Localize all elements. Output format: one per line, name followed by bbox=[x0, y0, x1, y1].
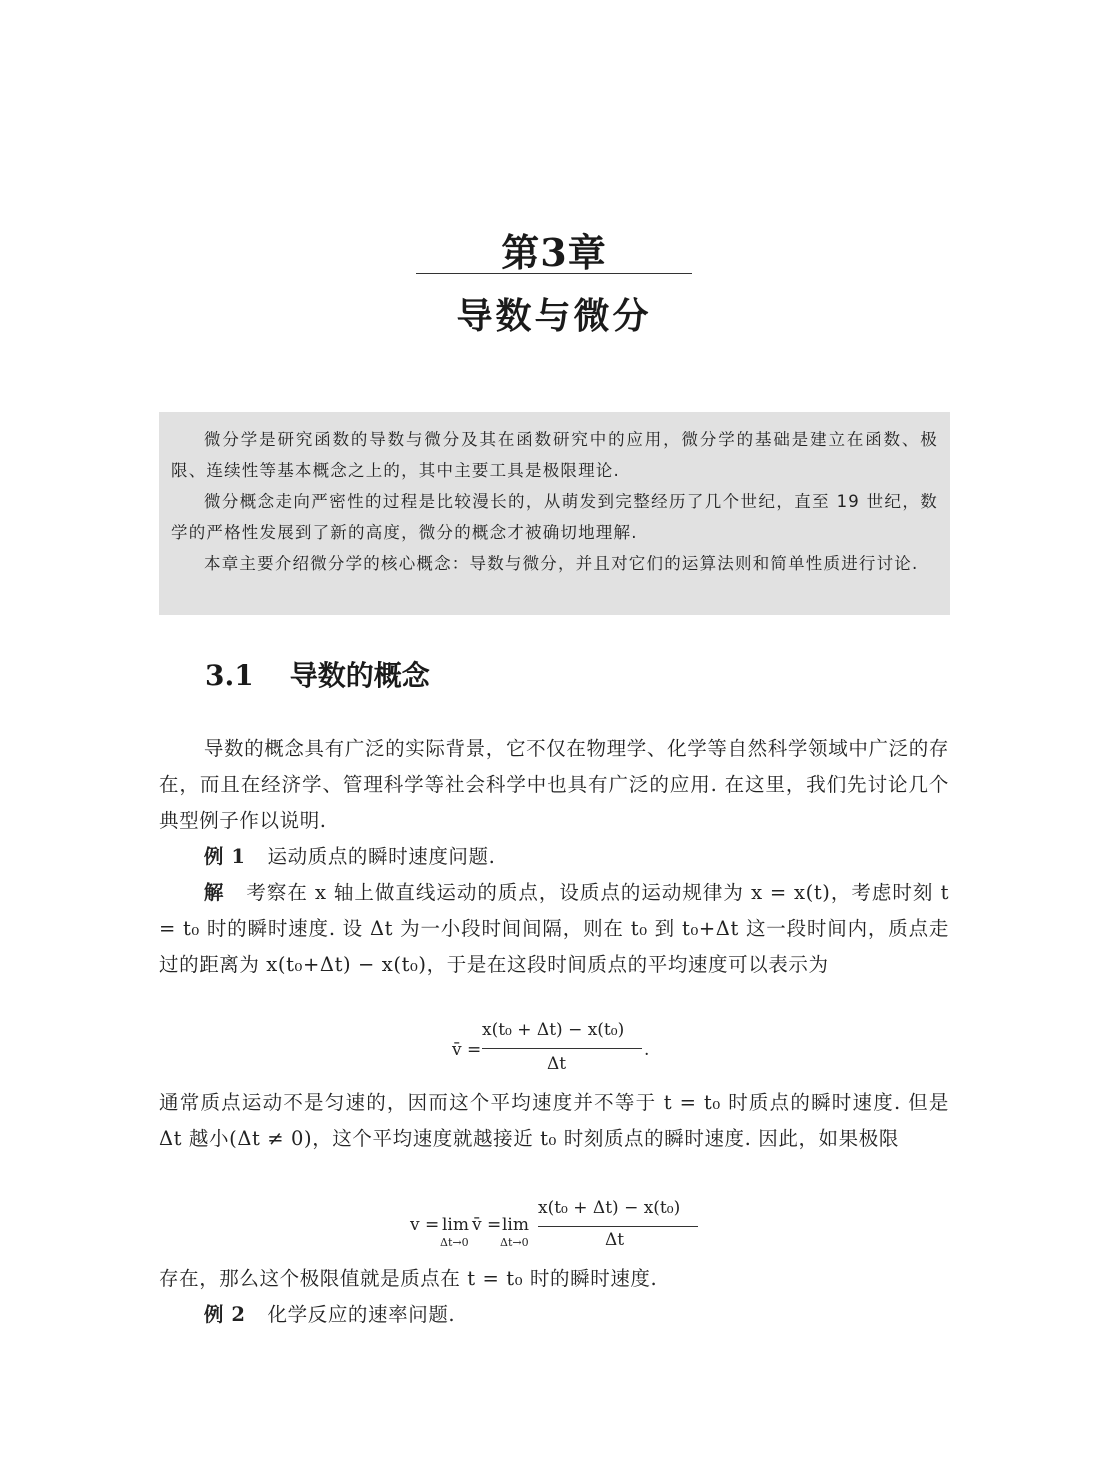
limit-subscript: Δt→0 bbox=[500, 1236, 529, 1249]
body-paragraph: 存在，那么这个极限值就是质点在 t = t₀ 时的瞬时速度. bbox=[159, 1267, 658, 1290]
formula-numerator: x(t₀ + Δt) − x(t₀) bbox=[482, 1020, 625, 1040]
section-number: 3.1 bbox=[205, 659, 254, 692]
limit-subscript: Δt→0 bbox=[440, 1236, 469, 1249]
fraction-bar bbox=[538, 1226, 698, 1227]
formula-lhs: v = bbox=[410, 1215, 440, 1235]
body-paragraph: 导数的概念具有广泛的实际背景，它不仅在物理学、化学等自然科学领域中广泛的存在，而且在经济学、管理科学等社会科学中也具有广泛的应用. 在这里，我们先讨论几个典型例子作以说明. bbox=[159, 737, 949, 832]
solution-label: 解 bbox=[203, 881, 225, 904]
example-label: 例 1 bbox=[203, 845, 246, 868]
section-title: 导数的概念 bbox=[289, 659, 430, 692]
example-label: 例 2 bbox=[203, 1303, 246, 1326]
formula-average-velocity bbox=[452, 1020, 672, 1080]
example-text: 运动质点的瞬时速度问题. bbox=[267, 845, 496, 868]
formula-denominator: Δt bbox=[547, 1054, 567, 1074]
example-text: 化学反应的速率问题. bbox=[267, 1303, 456, 1326]
intro-paragraph: 微分学是研究函数的导数与微分及其在函数研究中的应用，微分学的基础是建立在函数、极限、连续性等基本概念之上的，其中主要工具是极限理论. bbox=[171, 430, 938, 480]
section-heading bbox=[205, 654, 430, 694]
intro-paragraph: 本章主要介绍微分学的核心概念：导数与微分，并且对它们的运算法则和简单性质进行讨论. bbox=[204, 554, 919, 573]
body-block-3 bbox=[159, 1261, 949, 1333]
fraction-bar bbox=[482, 1048, 642, 1049]
body-block-1 bbox=[159, 731, 949, 983]
chapter-divider bbox=[416, 273, 692, 274]
formula-numerator: x(t₀ + Δt) − x(t₀) bbox=[538, 1198, 681, 1218]
body-block-2 bbox=[159, 1085, 949, 1157]
chapter-title: 导数与微分 bbox=[456, 296, 652, 337]
solution-paragraph bbox=[159, 875, 949, 983]
formula-period: . bbox=[644, 1040, 650, 1060]
formula-instantaneous-velocity bbox=[410, 1198, 710, 1258]
solution-text: 考察在 x 轴上做直线运动的质点，设质点的运动规律为 x = x(t)，考虑时刻 t = t₀ 时的瞬时速度. 设 Δt 为一小段时间间隔，则在 t₀ 到 t₀+Δt 这一段时间内，质点走过的距离为 x(t₀+Δt) − x(t₀)，于是在这段时间质点的平均速度可以表示为 bbox=[159, 881, 950, 976]
formula-denominator: Δt bbox=[605, 1230, 625, 1250]
formula-lhs: v̄ = bbox=[452, 1040, 482, 1060]
chapter-intro-box bbox=[159, 412, 950, 615]
example-1 bbox=[159, 839, 949, 875]
intro-paragraph: 微分概念走向严密性的过程是比较漫长的，从萌发到完整经历了几个世纪，直至 19 世纪，数学的严格性发展到了新的高度，微分的概念才被确切地理解. bbox=[171, 492, 938, 542]
limit-operator: lim bbox=[502, 1215, 529, 1235]
example-2 bbox=[159, 1297, 949, 1333]
body-paragraph: 通常质点运动不是匀速的，因而这个平均速度并不等于 t = t₀ 时质点的瞬时速度. 但是 Δt 越小(Δt ≠ 0)，这个平均速度就越接近 t₀ 时刻质点的瞬时速度. 因此，如果极限 bbox=[159, 1091, 949, 1150]
limit-operator: lim bbox=[442, 1215, 469, 1235]
formula-mid: v̄ = bbox=[472, 1215, 502, 1235]
chapter-number: 第3章 bbox=[501, 230, 607, 275]
